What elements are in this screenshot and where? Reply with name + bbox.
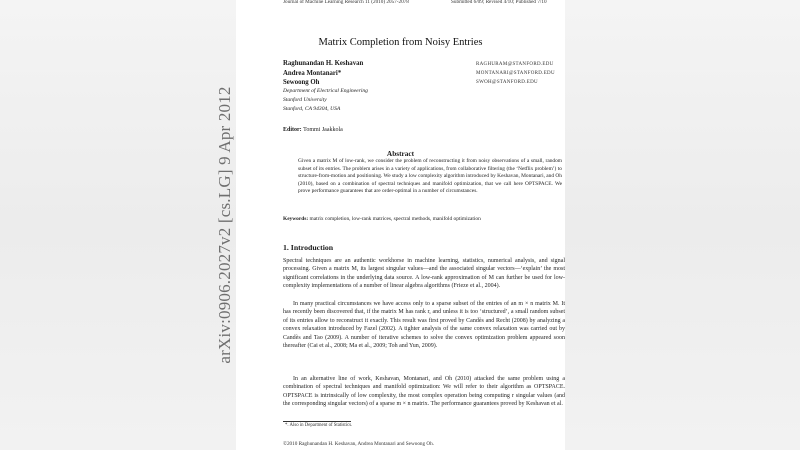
abstract-text: Given a matrix M of low-rank, we consider the problem of reconstructing it from noisy observations of a small, random subset of its entries. The problem arises in a variety of applications, from collaborative filtering (the ‘Netflix problem’) to structure-from-motion and positioning. We study a low complexity algorithm introduced by Keshavan, Montanari, and Oh (2010), based on a combination of spectral techniques and manifold optimization, that we call here OPTSPACE. We prove performance guarantees that are order-optimal in a number of circumstances.	[298, 158, 563, 194]
keywords-text: matrix completion, low-rank matrices, spectral methods, manifold optimization	[309, 216, 481, 222]
paper-title: Matrix Completion from Noisy Entries	[318, 37, 483, 48]
arxiv-stamp: arXiv:0906.2027v2 [cs.LG] 9 Apr 2012	[215, 86, 234, 364]
background-left	[0, 0, 236, 450]
author-email: SWOH@STANFORD.EDU	[476, 80, 538, 85]
author-email: RAGHURAM@STANFORD.EDU	[476, 62, 554, 67]
affiliation-line: Department of Electrical Engineering	[283, 88, 368, 94]
author-name: Sewoong Oh	[283, 79, 320, 86]
footnote-rule	[283, 421, 351, 422]
paragraph: Spectral techniques are an authentic workhorse in machine learning, statistics, numerical analysis, and signal processing. Given a matrix M, its largest singular values—and the associated singular vectors—‘explain’ the most significant correlations in the underlying data source. A low-rank approximation of M can further be used for low-complexity implementations of a number of linear algebra algorithms (Frieze et al., 2004).	[283, 258, 565, 290]
keywords-label: Keywords:	[283, 216, 309, 222]
copyright-line: ©2010 Raghunandan H. Keshavan, Andrea Montanari and Sewoong Oh.	[283, 441, 435, 447]
author-email: MONTANARI@STANFORD.EDU	[476, 71, 555, 76]
affiliation-line: Stanford University	[283, 97, 327, 103]
keywords-line	[283, 216, 561, 224]
journal-header: Journal of Machine Learning Research 11 (2010) 2057-2078	[283, 0, 409, 5]
editor-name: Tommi Jaakkola	[303, 127, 343, 133]
background-right	[565, 0, 800, 450]
editor-line	[283, 127, 343, 133]
author-name: Raghunandan H. Keshavan	[283, 60, 364, 67]
dates-header: Submitted 6/09; Revised 4/10; Published 7/10	[451, 0, 547, 5]
footnote: *. Also in Department of Statistics.	[285, 423, 353, 428]
editor-label: Editor:	[283, 127, 302, 133]
paragraph: In an alternative line of work, Keshavan, Montanari, and Oh (2010) attacked the same problem using a combination of spectral techniques and manifold optimization: We will refer to their algorithm as OPTSPACE. OPTSPACE is intrinsically of low complexity, the most complex operation being computing r singular values (and the corresponding singular vectors) of a sparse m × n matrix. The performance guarantees proved by Keshavan et al.	[283, 376, 565, 408]
section-heading: 1. Introduction	[283, 243, 334, 252]
affiliation-line: Stanford, CA 94304, USA	[283, 106, 341, 112]
paper-page	[236, 0, 565, 450]
abstract-heading: Abstract	[386, 149, 415, 158]
paragraph: In many practical circumstances we have access only to a sparse subset of the entries of an m × n matrix M. It has recently been discovered that, if the matrix M has rank r, and unless it is too ‘structured’, a small random subset of its entries allow to reconstruct it exactly. This result was first proved by Candès and Recht (2008) by analyzing a convex relaxation introduced by Fazel (2002). A tighter analysis of the same convex relaxation was carried out by Candès and Tao (2009). A number of iterative schemes to solve the convex optimization problem appeared soon thereafter (Cai et al., 2008; Ma et al., 2009; Toh and Yun, 2009).	[283, 301, 565, 350]
author-name: Andrea Montanari*	[283, 70, 342, 77]
